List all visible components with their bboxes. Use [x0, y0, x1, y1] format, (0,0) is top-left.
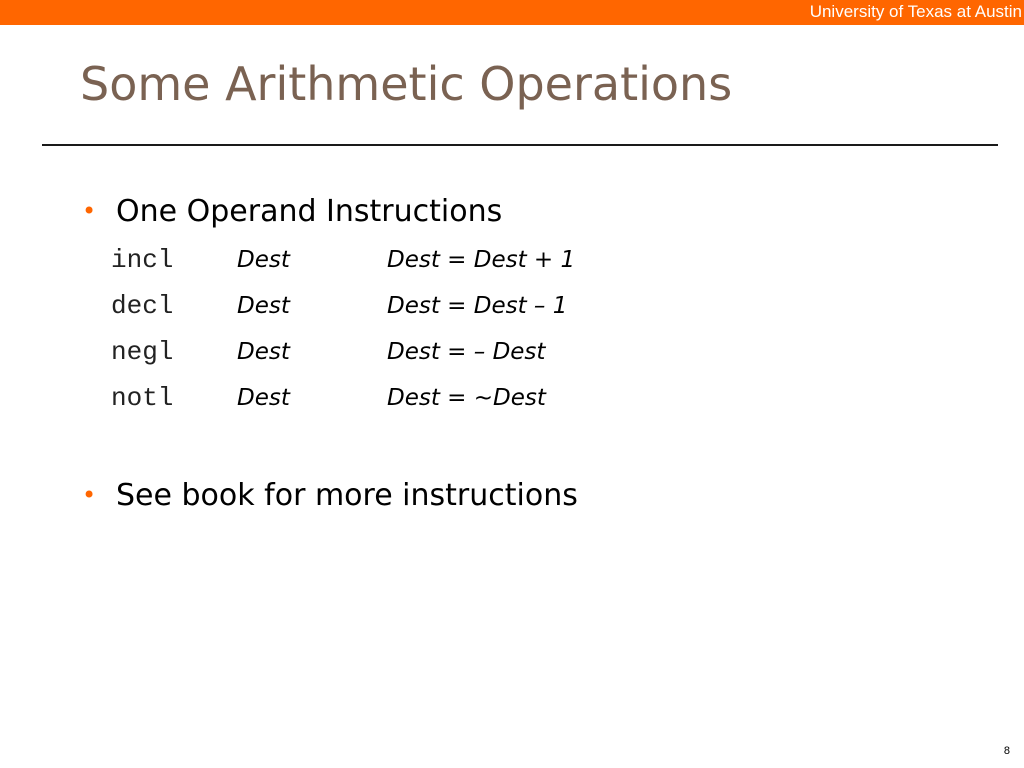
instruction-row	[0, 332, 1024, 372]
header-bar	[0, 0, 1024, 25]
instruction-name: decl	[111, 291, 174, 321]
instruction-row	[0, 378, 1024, 418]
instruction-row	[0, 240, 1024, 280]
instruction-effect: Dest = ~Dest	[387, 385, 546, 411]
instruction-effect: Dest = Dest + 1	[387, 247, 576, 273]
slide-title: Some Arithmetic Operations	[80, 57, 733, 111]
instruction-operand: Dest	[237, 385, 290, 411]
institution-label: University of Texas at Austin	[809, 2, 1022, 21]
bullet-marker: •	[82, 481, 97, 509]
instruction-name: incl	[111, 245, 174, 275]
bullet-text: See book for more instructions	[116, 478, 578, 513]
title-divider	[42, 144, 998, 146]
bullet-marker: •	[82, 197, 97, 225]
instruction-effect: Dest = – Dest	[387, 339, 546, 365]
instruction-operand: Dest	[237, 339, 290, 365]
bullet-text: One Operand Instructions	[116, 194, 503, 229]
instruction-name: negl	[111, 337, 174, 367]
instruction-effect: Dest = Dest – 1	[387, 293, 568, 319]
instruction-name: notl	[111, 383, 174, 413]
instruction-operand: Dest	[237, 247, 290, 273]
slide-number: 8	[1003, 745, 1010, 757]
instruction-row	[0, 286, 1024, 326]
instruction-operand: Dest	[237, 293, 290, 319]
